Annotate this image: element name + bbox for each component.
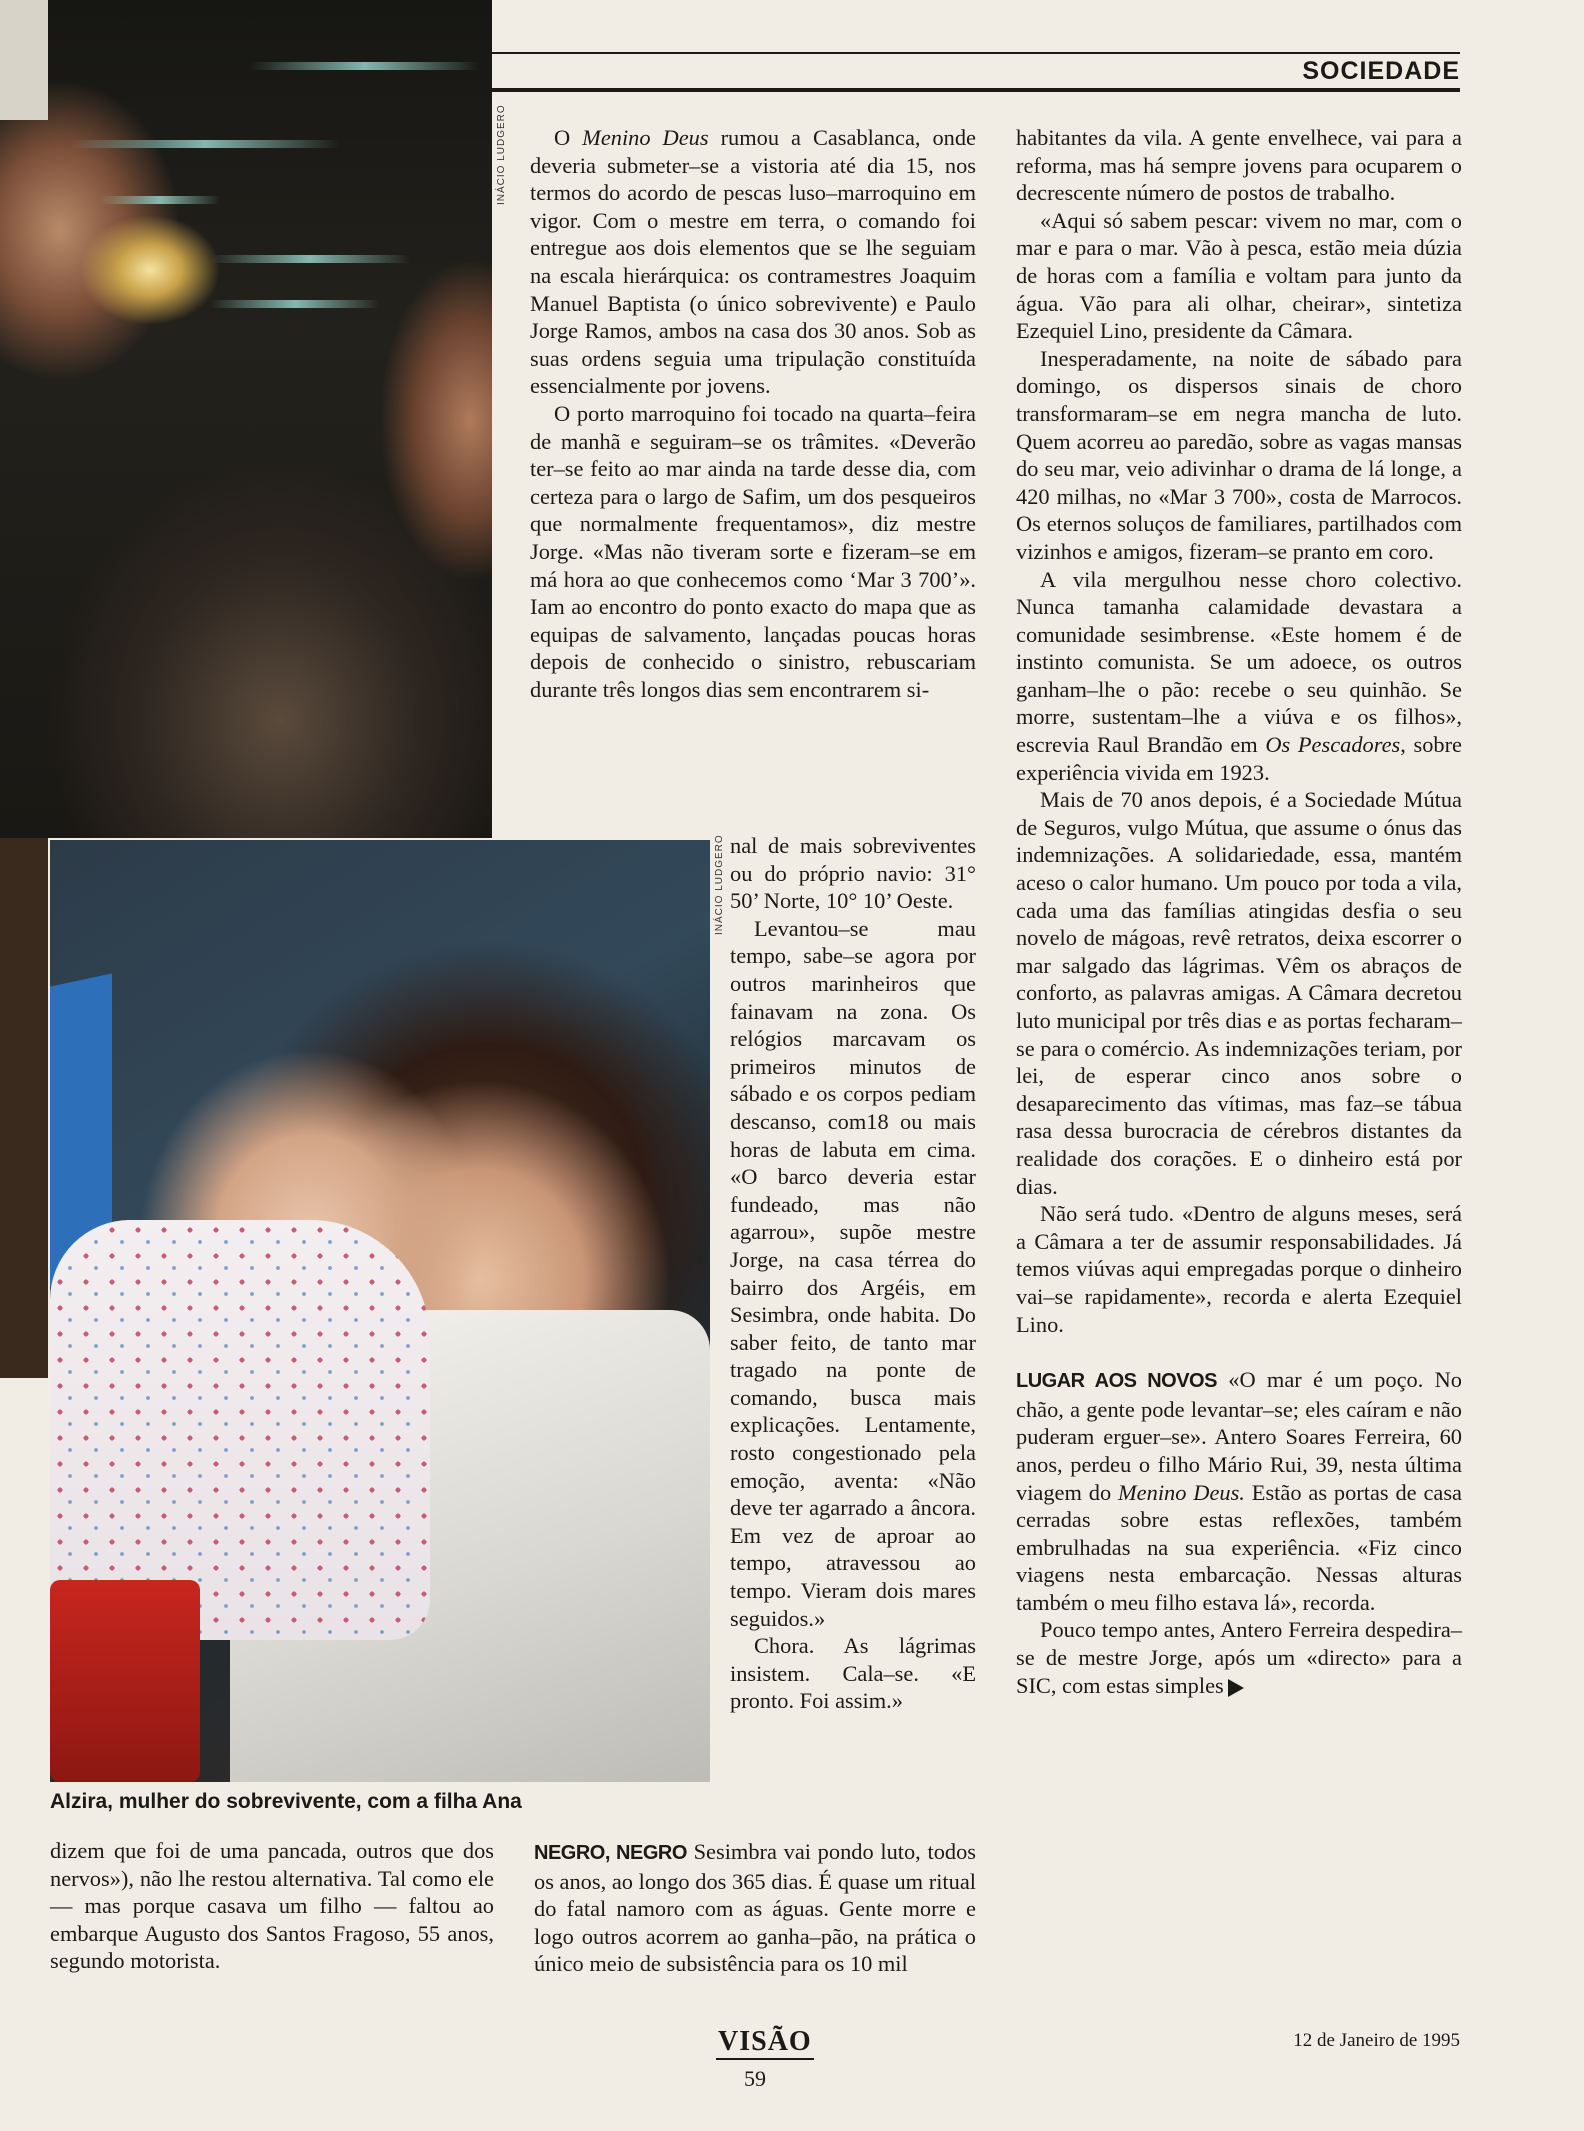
- column-1-text: [50, 1837, 494, 1975]
- photo-credit-top: INÁCIO LUDGERO: [496, 104, 507, 205]
- light-streak: [210, 255, 410, 263]
- column-2-lower: [534, 1838, 976, 1978]
- photo-top-men: [0, 0, 492, 838]
- section-label: SOCIEDADE: [1302, 57, 1460, 85]
- paragraph: Mais de 70 anos depois, é a Sociedade Mútua de Seguros, vulgo Mútua, que assume o ónus das indemnizações. A solidariedade, essa, mantém aceso o calor humano. Um pouco por toda a vila, cada uma das famílias atingidas desfia o seu novelo de mágoas, revê retratos, deixa escorrer o mar salgado das lágrimas. Vêm os abraços de conforto, as palavras amigas. A Câmara decretou luto municipal por três dias e as portas fecharam–se para o comércio. As indemnizações teriam, por lei, de esperar cinco anos sobre o desaparecimento das vítimas, mas faz–se tábua rasa dessa burocracia de cérebros distantes da realidade dos corações. E o dinheiro está por dias.: [1016, 787, 1462, 1199]
- light-streak: [70, 140, 340, 148]
- paragraph: Não será tudo. «Dentro de alguns meses, será a Câmara a ter de assumir responsabilidades. Já temos viúvas aqui empregadas porque o dinheiro vai–se rapidamente», recorda e alerta Ezequiel Lino.: [1016, 1201, 1462, 1337]
- photo-caption: Alzira, mulher do sobrevivente, com a filha Ana: [50, 1790, 522, 1813]
- paragraph: «Aqui só sabem pescar: vivem no mar, com o mar e para o mar. Vão à pesca, estão meia dúzia de horas com a família e voltam para junto da água. Vão para ali olhar, cheirar», sintetiza Ezequiel Lino, presidente da Câmara.: [1016, 207, 1462, 344]
- column-3: [1016, 124, 1462, 1699]
- paragraph: Pouco tempo antes, Antero Ferreira despedira–se de mestre Jorge, após um «directo» para a SIC, com estas simples: [1016, 1617, 1462, 1698]
- photo-credit-middle: INÁCIO LUDGERO: [714, 834, 725, 935]
- column-2-narrow: [730, 832, 976, 1715]
- paragraph: A vila mergulhou nesse choro colectivo. Nunca tamanha calamidade devastara a comunidade sesimbrense. «Este homem é de instinto comunista. Se um adoece, os outros ganham–lhe o pão: recebe o seu quinhão. Se morre, sustentam–lhe a viúva e os filhos», escrevia Raul Brandão em Os Pescadores, sobre experiência vivida em 1923.: [1016, 566, 1462, 785]
- paragraph: NEGRO, NEGRO Sesimbra vai pondo luto, todos os anos, ao longo dos 365 dias. É quase um ritual do fatal namoro com as águas. Gente morre e logo outros acorrem ao ganha–pão, na prática o único meio de subsistência para os 10 mil: [534, 1839, 977, 1977]
- light-streak: [100, 196, 220, 204]
- paragraph: dizem que foi de uma pancada, outros que dos nervos»), não lhe restou alternativa. Tal como ele — mas porque casava um filho — faltou ao embarque Augusto dos Santos Fragoso, 55 anos, segundo motorista.: [50, 1838, 494, 1974]
- paragraph: nal de mais sobreviventes ou do próprio navio: 31° 50’ Norte, 10° 10’ Oeste.: [730, 833, 976, 914]
- photo-edge-lower: [0, 838, 48, 1378]
- continue-arrow-icon: [1228, 1679, 1244, 1697]
- issue-date: 12 de Janeiro de 1995: [1293, 2030, 1460, 2051]
- light-streak: [250, 62, 480, 70]
- header-rule-thick: [492, 88, 1460, 92]
- paragraph: O porto marroquino foi tocado na quarta–feira de manhã e seguiram–se os trâmites. «Deverão ter–se feito ao mar ainda na tarde desse dia, com certeza para o largo de Safim, um dos pesqueiros que normalmente frequentamos», diz mestre Jorge. «Mas não tiveram sorte e fizeram–se em má hora ao que conhecemos como ‘Mar 3 700’». Iam ao encontro do ponto exacto do mapa que as equipas de salvamento, lançadas poucas horas depois de conhecido o sinistro, rebuscariam durante três longos dias sem encontrarem si-: [530, 400, 976, 702]
- magazine-brand: VISÃO: [716, 2026, 814, 2060]
- paragraph: habitantes da vila. A gente envelhece, vai para a reforma, mas há sempre jovens para ocuparem o decrescente número de postos de trabalho.: [1016, 125, 1462, 206]
- paragraph: LUGAR AOS NOVOS «O mar é um poço. No chão, a gente pode levantar–se; eles caíram e não puderam erguer–se». Antero Soares Ferreira, 60 anos, perdeu o filho Mário Rui, 39, nesta última viagem do Menino Deus. Estão as portas de casa cerradas sobre estas reflexões, também embrulhadas na sua experiência. «Fiz cinco viagens nesta embarcação. Nessas alturas também o meu filho estava lá», recorda.: [1016, 1367, 1462, 1615]
- photo-red-trousers: [50, 1580, 200, 1782]
- paragraph: Levantou–se mau tempo, sabe–se agora por outros marinheiros que fainavam na zona. Os relógios marcavam os primeiros minutos de sábado e os corpos pediam descanso, com18 ou mais horas de labuta em cima. «O barco deveria estar fundeado, mas não agarrou», supõe mestre Jorge, na casa térrea do bairro dos Argéis, em Sesimbra, onde habita. Do saber feito, de tanto mar tragado na ponte de comando, busca mais explicações. Lentamente, rosto congestionado pela emoção, aventa: «Não deve ter agarrado a âncora. Em vez de aproar ao tempo, atravessou ao tempo. Vieram dois mares seguidos.»: [730, 915, 976, 1631]
- page-number: 59: [744, 2066, 766, 2091]
- paragraph: Chora. As lágrimas insistem. Cala–se. «E pronto. Foi assim.»: [730, 1633, 976, 1714]
- paragraph: O Menino Deus rumou a Casablanca, onde deveria submeter–se a vistoria até dia 15, nos termos do acordo de pescas luso–marroquino em vigor. Com o mestre em terra, o comando foi entregue aos dois elementos que se lhe seguiam na escala hierárquica: os contramestres Joaquim Manuel Baptista (o único sobrevivente) e Paulo Jorge Ramos, ambos na casa dos 30 anos. Sob as suas ordens seguia uma tripulação constituída essencialmente por jovens.: [530, 125, 976, 399]
- paragraph: Inesperadamente, na noite de sábado para domingo, os dispersos sinais de choro transformaram–se em negra mancha de luto. Quem acorreu ao paredão, sobre as vagas mansas do seu mar, veio adivinhar o drama de lá longe, a 420 milhas, no «Mar 3 700», costa de Marrocos. Os eternos soluços de familiares, partilhados com vizinhos e amigos, fizeram–se pranto em coro.: [1016, 345, 1462, 564]
- photo-floral-dress: [50, 1220, 430, 1640]
- photo-edge: [0, 0, 48, 120]
- header-rule-thin: [492, 52, 1460, 54]
- column-2-upper: [530, 124, 976, 703]
- light-streak: [210, 300, 380, 308]
- photo-mother-daughter: [50, 840, 710, 1782]
